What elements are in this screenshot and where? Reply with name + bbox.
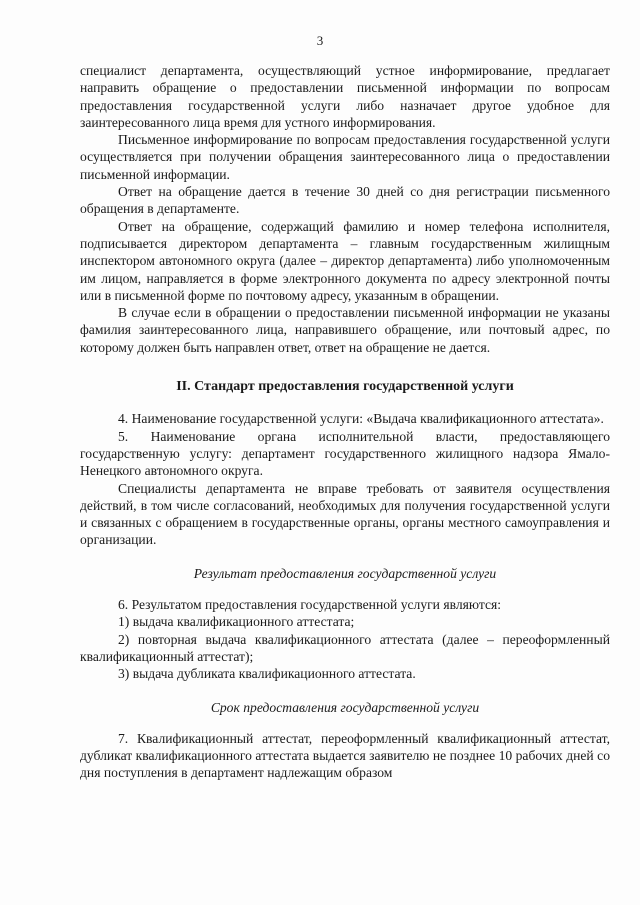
paragraph: 5. Наименование органа исполнительной власти, предоставляющего государственную услугу: департамент государственного жилищного надзора Ямало-Ненецкого автономного округа.: [80, 428, 610, 479]
paragraph: специалист департамента, осуществляющий устное информирование, предлагает направить обращение о предоставлении письменной информации по вопросам предоставления государственной услуги либо назначает другое удобное для заинтересованного лица время для устного информирования.: [80, 63, 610, 130]
paragraph: 6. Результатом предоставления государственной услуги являются:: [118, 597, 502, 613]
paragraph: Специалисты департамента не вправе требовать от заявителя осуществления действий, в том числе согласований, необходимых для получения государственной услуги и связанных с обращением в государственные органы, органы местного самоуправления и организации.: [80, 480, 610, 548]
paragraph: Ответ на обращение дается в течение 30 дней со дня регистрации письменного обращения в департаменте.: [80, 184, 610, 217]
page-number: 3: [316, 33, 324, 48]
subheading-term: Срок предоставления государственной услуги: [210, 699, 480, 715]
paragraph: В случае если в обращении о предоставлении письменной информации не указаны фамилия заинтересованного лица, направившего обращение, или почтовый адрес, по которому должен быть направлен ответ, ответ на обращение не дается.: [80, 305, 610, 355]
list-item: 3) выдача дубликата квалификационного аттестата.: [118, 666, 416, 682]
paragraph: 4. Наименование государственной услуги: «Выдача квалификационного аттестата».: [118, 411, 604, 427]
section-heading: II. Стандарт предоставления государственной услуги: [176, 379, 514, 395]
paragraph: 7. Квалификационный аттестат, переоформленный квалификационный аттестат, дубликат квалификационного аттестата выдается заявителю не позднее 10 рабочих дней со дня поступления в департамент надлежащим образом: [80, 730, 610, 781]
paragraph: Ответ на обращение, содержащий фамилию и номер телефона исполнителя, подписывается директором департамента – главным государственным жилищным инспектором автономного округа (далее – директор департамента) либо уполномоченным им лицом, направляется в форме электронного документа по адресу электронной почты или в письменной форме по почтовому адресу, указанным в обращении.: [80, 218, 610, 303]
list-item: 1) выдача квалификационного аттестата;: [118, 614, 355, 630]
document-body: [80, 62, 610, 782]
subheading-result: Результат предоставления государственной услуги: [193, 565, 497, 581]
paragraph: Письменное информирование по вопросам предоставления государственной услуги осуществляется при получении обращения заинтересованного лица о предоставлении письменной информации.: [80, 132, 610, 182]
list-item: 2) повторная выдача квалификационного аттестата (далее – переоформленный квалификационный аттестат);: [80, 631, 610, 664]
